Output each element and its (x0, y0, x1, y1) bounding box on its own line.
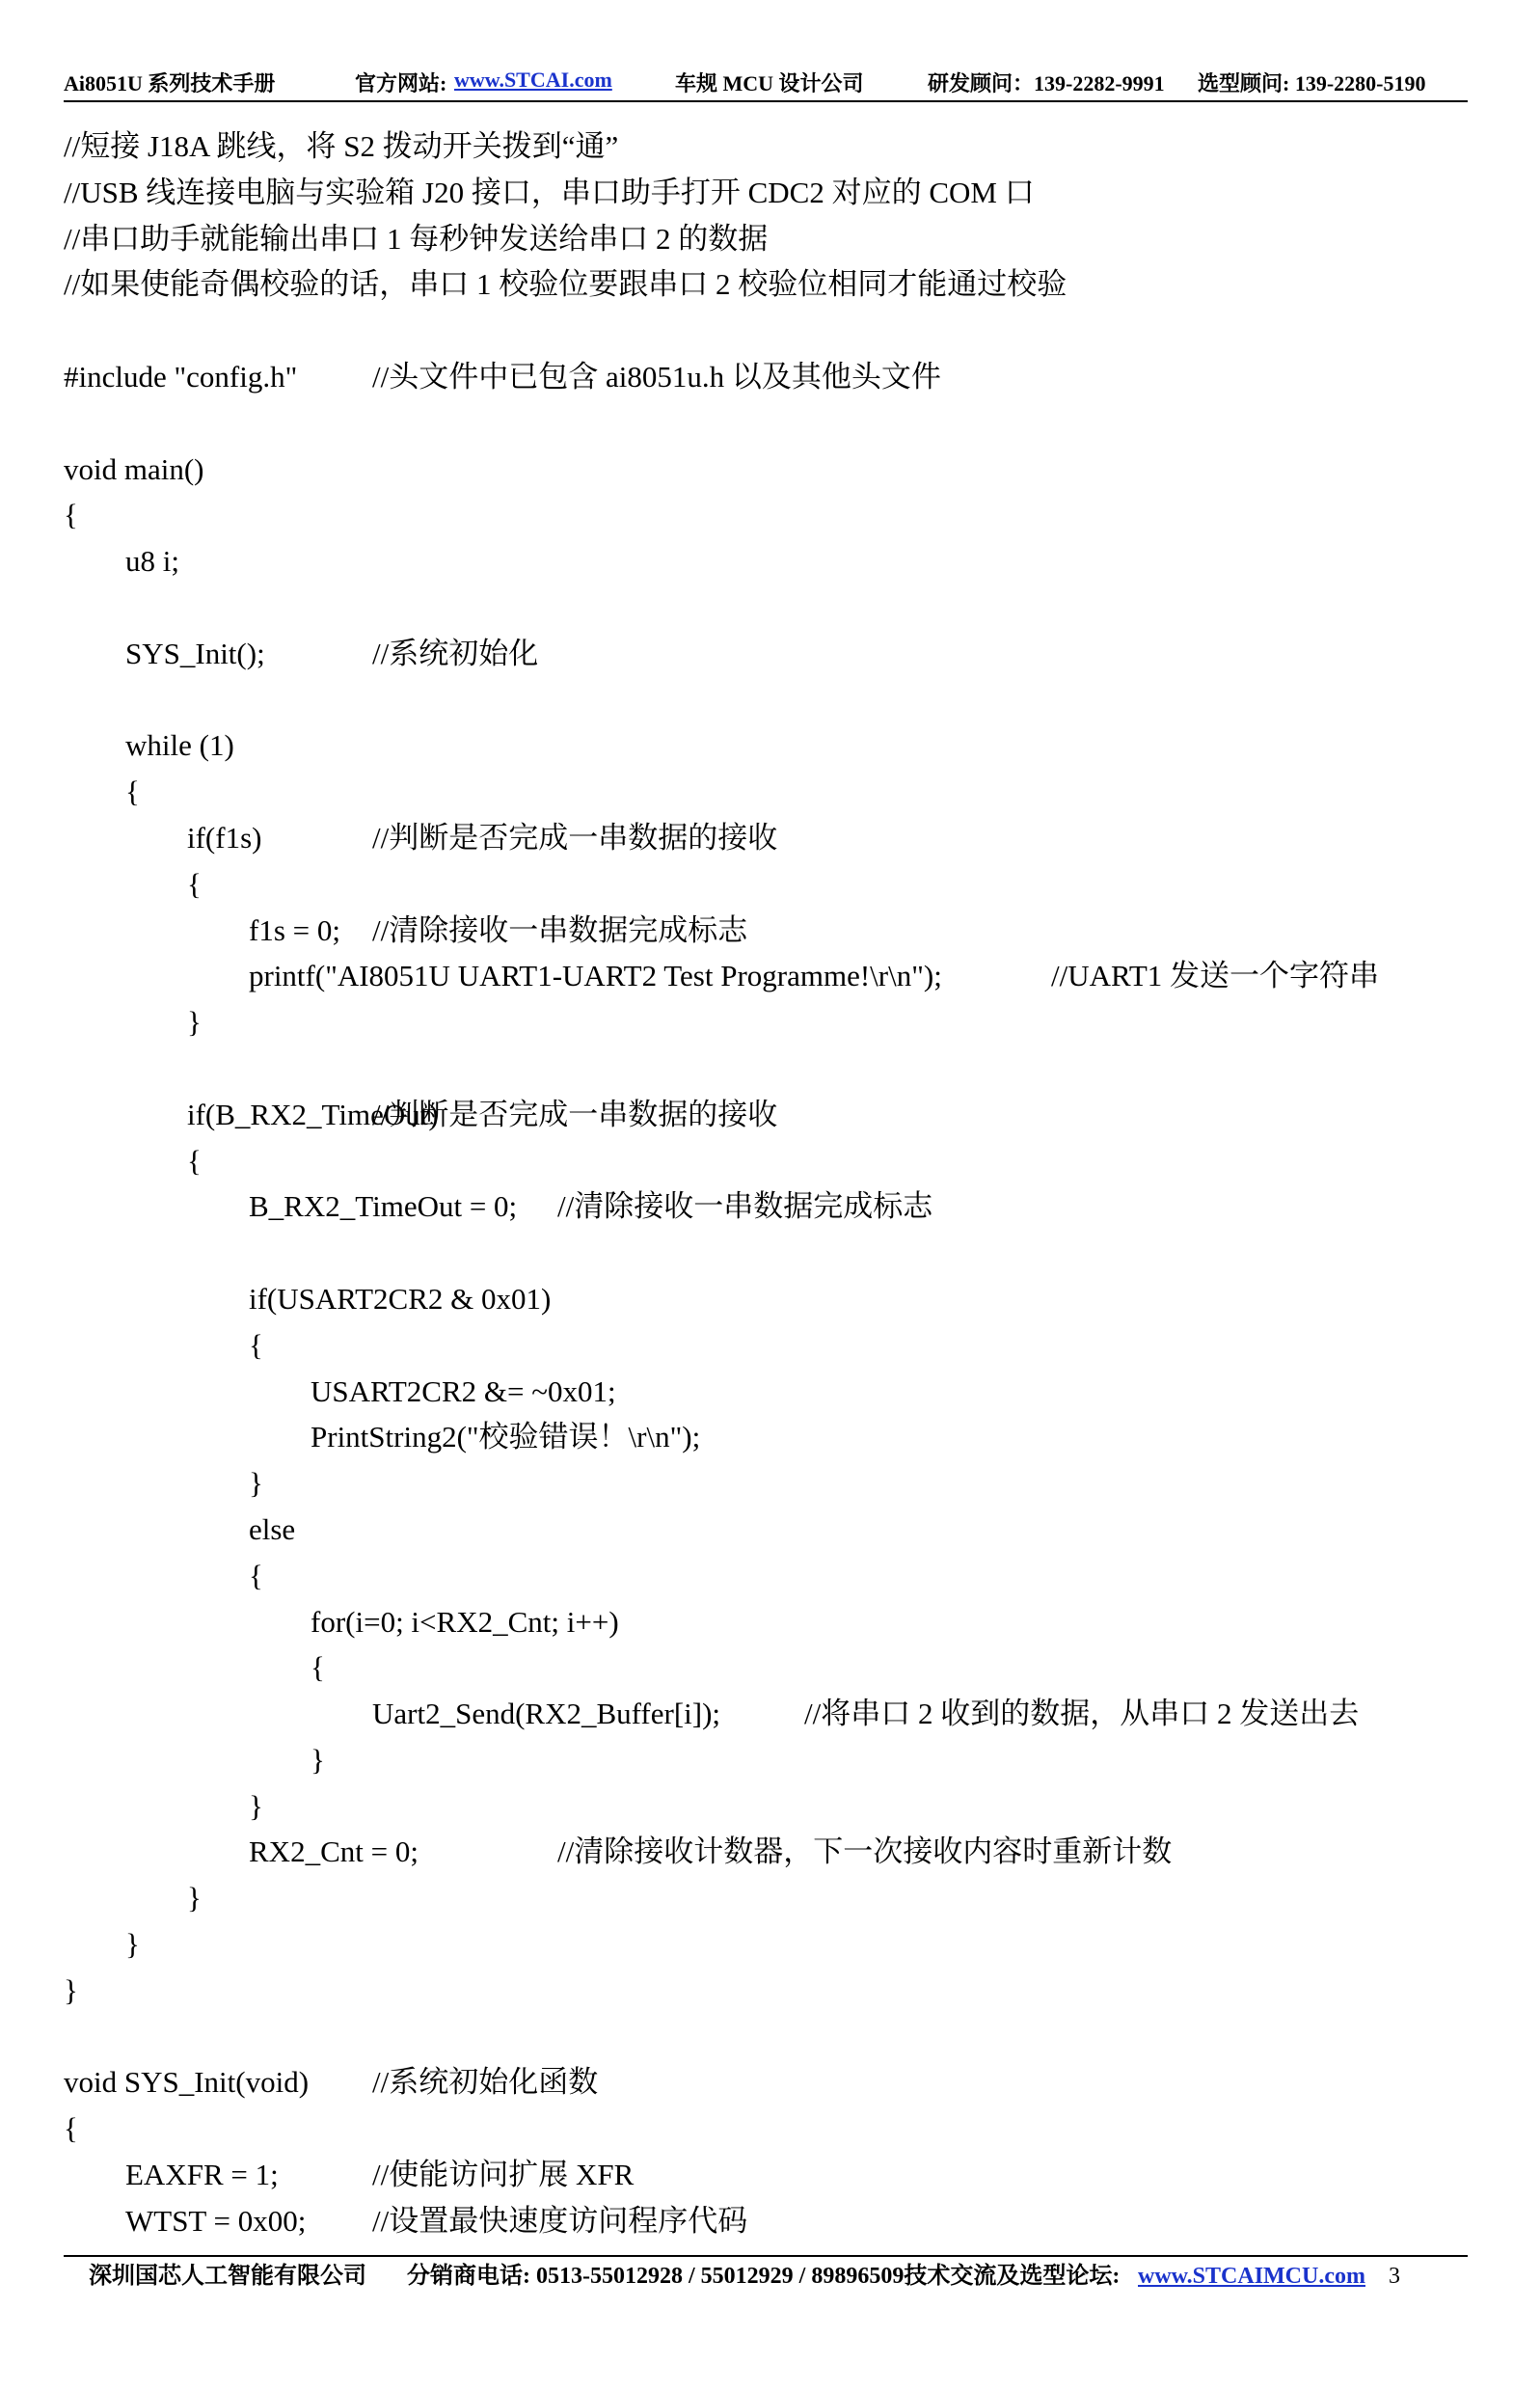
blank-line (64, 1046, 1468, 1092)
code-comment: //清除接收计数器，下一次接收内容时重新计数 (557, 1834, 1173, 1869)
sales-consultant-phone: 选型顾问: 139-2280-5190 (1198, 71, 1426, 95)
code-text: } (187, 1881, 202, 1916)
code-line (64, 123, 1468, 170)
code-line (64, 1276, 1468, 1322)
blank-line (64, 1230, 1468, 1276)
code-comment: //判断是否完成一串数据的接收 (372, 1097, 778, 1131)
code-text: { (187, 866, 202, 901)
doc-title: Ai8051U 系列技术手册 (64, 71, 276, 95)
blank-line (64, 677, 1468, 723)
code-line (64, 861, 1468, 908)
code-text: EAXFR = 1; (125, 2158, 279, 2192)
code-line (64, 1553, 1468, 1599)
code-line (64, 1138, 1468, 1184)
code-text: if(USART2CR2 & 0x01) (249, 1281, 552, 1316)
code-comment: //清除接收一串数据完成标志 (372, 912, 748, 947)
code-text: SYS_Init(); (125, 636, 265, 670)
code-text: } (311, 1742, 325, 1777)
blank-line (64, 2014, 1468, 2060)
page-header (64, 68, 1468, 102)
code-line (64, 1691, 1468, 1737)
code-line (64, 1369, 1468, 1415)
code-line (64, 2106, 1468, 2152)
code-text: void SYS_Init(void) (64, 2065, 310, 2100)
code-text: } (187, 1005, 202, 1040)
official-site-link[interactable]: www.STCAI.com (454, 68, 612, 92)
footer-distributor-phone: 分销商电话: 0513-55012928 / 55012929 / 89896509技术交流及选型论坛: (407, 2264, 1121, 2289)
code-text: } (249, 1466, 263, 1501)
code-text: } (64, 1972, 78, 2007)
code-text: //短接 J18A 跳线，将 S2 拨动开关拨到“通” (64, 129, 619, 163)
code-line (64, 2059, 1468, 2106)
official-site-label: 官方网站: (355, 71, 447, 95)
code-line (64, 1460, 1468, 1507)
code-line (64, 769, 1468, 815)
code-text: void main() (64, 451, 204, 486)
code-text: { (64, 498, 78, 532)
code-line (64, 1322, 1468, 1369)
footer-forum-link[interactable]: www.STCAIMCU.com (1138, 2264, 1365, 2289)
code-text: { (249, 1327, 263, 1362)
header-divider (64, 100, 1468, 102)
code-comment: //使能访问扩展 XFR (372, 2158, 635, 2192)
code-text: { (64, 2111, 78, 2146)
code-comment: //清除接收一串数据完成标志 (557, 1189, 933, 1224)
code-comment: //系统初始化 (372, 636, 539, 670)
code-comment: //UART1 发送一个字符串 (1051, 959, 1380, 993)
code-line (64, 953, 1468, 999)
company-tagline: 车规 MCU 设计公司 (675, 71, 864, 95)
code-line (64, 631, 1468, 677)
code-text: f1s = 0; (249, 912, 340, 947)
blank-line (64, 400, 1468, 447)
blank-line (64, 584, 1468, 631)
code-line (64, 1875, 1468, 1921)
code-text: //USB 线连接电脑与实验箱 J20 接口，串口助手打开 CDC2 对应的 COM 口 (64, 175, 1035, 209)
code-comment: //系统初始化函数 (372, 2065, 599, 2100)
code-line (64, 216, 1468, 262)
code-text: #include "config.h" (64, 359, 298, 394)
code-text: } (125, 1927, 140, 1962)
code-line (64, 354, 1468, 400)
rd-consultant-phone: 研发顾问：139-2282-9991 (928, 71, 1165, 95)
code-line (64, 1829, 1468, 1875)
code-text: USART2CR2 &= ~0x01; (311, 1373, 616, 1408)
code-listing (64, 123, 1468, 2244)
code-comment: //判断是否完成一串数据的接收 (372, 820, 778, 855)
code-line (64, 2198, 1468, 2244)
code-text: //串口助手就能输出串口 1 每秒钟发送给串口 2 的数据 (64, 221, 769, 256)
page-number: 3 (1389, 2264, 1400, 2289)
code-line (64, 1783, 1468, 1830)
code-line (64, 492, 1468, 538)
code-line (64, 1183, 1468, 1230)
code-line (64, 261, 1468, 308)
code-text: //如果使能奇偶校验的话，串口 1 校验位要跟串口 2 校验位相同才能通过校验 (64, 267, 1067, 302)
page-footer (89, 2257, 1468, 2296)
code-line (64, 1507, 1468, 1553)
code-line (64, 908, 1468, 954)
code-comment: //设置最快速度访问程序代码 (372, 2203, 748, 2238)
code-line (64, 447, 1468, 493)
code-line (64, 1737, 1468, 1783)
code-line (64, 1921, 1468, 1968)
code-text: u8 i; (125, 544, 179, 579)
code-line (64, 1092, 1468, 1138)
code-text: RX2_Cnt = 0; (249, 1834, 419, 1869)
code-text: { (249, 1558, 263, 1592)
code-text: WTST = 0x00; (125, 2203, 307, 2238)
code-text: { (311, 1650, 325, 1685)
blank-line (64, 308, 1468, 354)
code-text: Uart2_Send(RX2_Buffer[i]); (372, 1697, 721, 1731)
code-line (64, 2152, 1468, 2198)
code-line (64, 1599, 1468, 1645)
code-comment: //将串口 2 收到的数据，从串口 2 发送出去 (804, 1697, 1360, 1731)
code-line (64, 1968, 1468, 2014)
code-line (64, 722, 1468, 769)
code-text: printf("AI8051U UART1-UART2 Test Programme!\r\n"); (249, 959, 942, 993)
code-text: while (1) (125, 728, 234, 763)
code-text: else (249, 1511, 296, 1546)
code-line (64, 170, 1468, 216)
code-text: { (187, 1143, 202, 1178)
code-line (64, 1644, 1468, 1691)
code-text: B_RX2_TimeOut = 0; (249, 1189, 518, 1224)
code-line (64, 999, 1468, 1046)
code-line (64, 538, 1468, 584)
code-line (64, 815, 1468, 861)
code-text: { (125, 774, 140, 809)
code-text: if(B_RX2_TimeOut) (187, 1097, 439, 1131)
code-text: } (249, 1788, 263, 1823)
code-comment: //头文件中已包含 ai8051u.h 以及其他头文件 (372, 359, 941, 394)
code-line (64, 1414, 1468, 1460)
code-text: for(i=0; i<RX2_Cnt; i++) (311, 1604, 619, 1639)
code-text: PrintString2("校验错误！\r\n"); (311, 1420, 701, 1454)
code-text: if(f1s) (187, 820, 262, 855)
footer-company: 深圳国芯人工智能有限公司 (89, 2264, 366, 2289)
